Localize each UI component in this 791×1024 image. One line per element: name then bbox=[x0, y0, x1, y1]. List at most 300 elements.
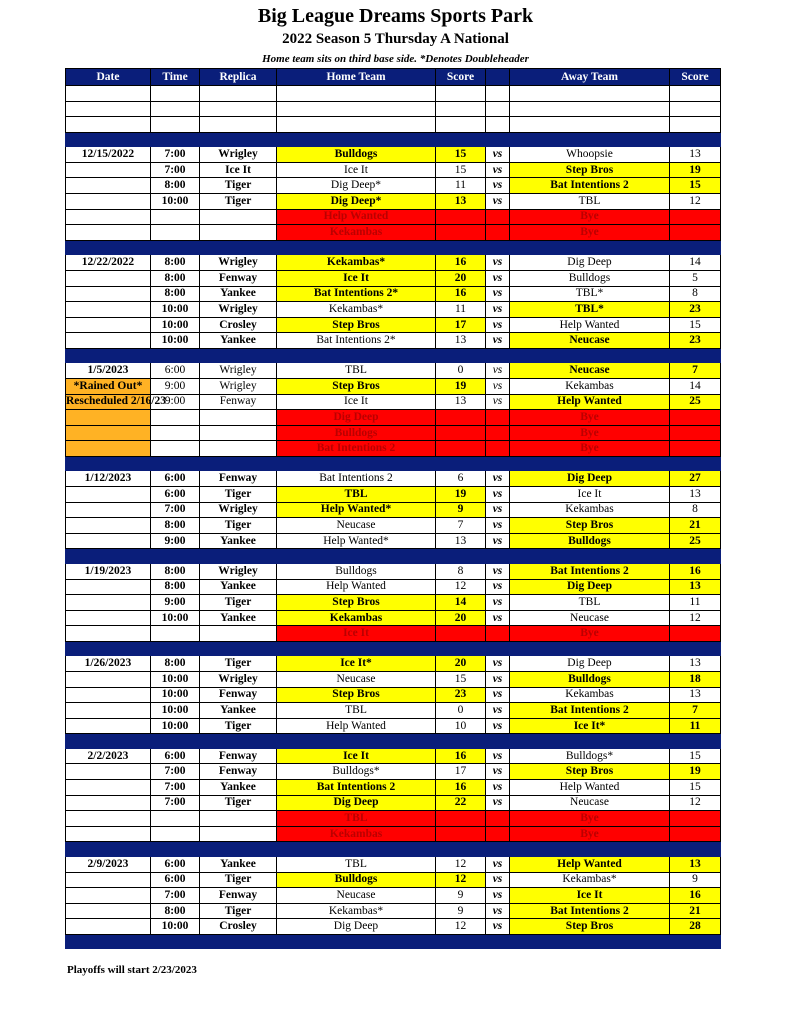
vs-cell bbox=[486, 811, 510, 827]
away-score-cell bbox=[670, 441, 721, 457]
separator-bar bbox=[66, 456, 721, 471]
home-score-cell: 11 bbox=[436, 302, 486, 318]
bye-label-cell: Bye bbox=[510, 826, 670, 842]
home-team-cell: Help Wanted* bbox=[277, 533, 436, 549]
away-score-cell bbox=[670, 209, 721, 225]
away-score-cell: 19 bbox=[670, 764, 721, 780]
home-team-cell: TBL bbox=[277, 363, 436, 379]
vs-cell bbox=[486, 225, 510, 241]
away-score-cell: 14 bbox=[670, 255, 721, 271]
replica-cell: Tiger bbox=[200, 795, 277, 811]
away-team-cell: Dig Deep bbox=[510, 471, 670, 487]
game-row bbox=[66, 672, 721, 688]
home-score-cell: 0 bbox=[436, 363, 486, 379]
home-team-cell: Step Bros bbox=[277, 687, 436, 703]
time-cell: 8:00 bbox=[151, 286, 200, 302]
home-score-cell: 6 bbox=[436, 471, 486, 487]
blank-cell bbox=[510, 117, 670, 133]
away-score-cell: 13 bbox=[670, 579, 721, 595]
replica-cell: Ice It bbox=[200, 162, 277, 178]
vs-cell: vs bbox=[486, 718, 510, 734]
away-team-cell: Step Bros bbox=[510, 764, 670, 780]
vs-cell: vs bbox=[486, 672, 510, 688]
away-team-cell: Step Bros bbox=[510, 919, 670, 935]
home-team-cell: Ice It bbox=[277, 270, 436, 286]
replica-cell: Fenway bbox=[200, 394, 277, 410]
date-cell: Rescheduled 2/16/23 bbox=[66, 394, 151, 410]
date-cell bbox=[66, 441, 151, 457]
away-team-cell: TBL bbox=[510, 595, 670, 611]
home-score-cell: 12 bbox=[436, 872, 486, 888]
away-team-cell: Dig Deep bbox=[510, 656, 670, 672]
away-score-cell: 13 bbox=[670, 856, 721, 872]
away-team-cell: Bulldogs bbox=[510, 270, 670, 286]
away-team-cell: Step Bros bbox=[510, 162, 670, 178]
away-team-cell: Bulldogs bbox=[510, 533, 670, 549]
replica-cell bbox=[200, 441, 277, 457]
blank-cell bbox=[486, 86, 510, 102]
date-cell bbox=[66, 595, 151, 611]
away-team-cell: Ice It* bbox=[510, 718, 670, 734]
time-cell bbox=[151, 209, 200, 225]
bye-label-cell: Bye bbox=[510, 441, 670, 457]
page-subtitle: 2022 Season 5 Thursday A National bbox=[282, 31, 509, 47]
vs-cell: vs bbox=[486, 888, 510, 904]
time-cell bbox=[151, 425, 200, 441]
time-cell: 6:00 bbox=[151, 872, 200, 888]
away-team-cell: TBL* bbox=[510, 302, 670, 318]
replica-cell: Crosley bbox=[200, 317, 277, 333]
game-row bbox=[66, 518, 721, 534]
replica-cell: Tiger bbox=[200, 518, 277, 534]
home-score-cell bbox=[436, 225, 486, 241]
replica-cell bbox=[200, 425, 277, 441]
time-cell: 10:00 bbox=[151, 687, 200, 703]
bye-label-cell: Bye bbox=[510, 626, 670, 642]
vs-cell: vs bbox=[486, 487, 510, 503]
time-cell bbox=[151, 826, 200, 842]
date-cell: 1/5/2023 bbox=[66, 363, 151, 379]
bye-team-cell: Bat Intentions 2 bbox=[277, 441, 436, 457]
home-score-cell bbox=[436, 826, 486, 842]
replica-cell: Tiger bbox=[200, 595, 277, 611]
replica-cell: Tiger bbox=[200, 178, 277, 194]
time-cell: 8:00 bbox=[151, 563, 200, 579]
vs-cell: vs bbox=[486, 780, 510, 796]
game-row bbox=[66, 162, 721, 178]
away-team-cell: Dig Deep bbox=[510, 579, 670, 595]
vs-cell: vs bbox=[486, 379, 510, 395]
bye-label-cell: Bye bbox=[510, 225, 670, 241]
home-score-cell: 17 bbox=[436, 764, 486, 780]
replica-cell: Wrigley bbox=[200, 363, 277, 379]
separator-bar bbox=[66, 842, 721, 857]
away-team-cell: Kekambas bbox=[510, 502, 670, 518]
game-row bbox=[66, 502, 721, 518]
date-cell bbox=[66, 780, 151, 796]
home-score-cell bbox=[436, 441, 486, 457]
game-row bbox=[66, 194, 721, 210]
game-row bbox=[66, 394, 721, 410]
date-cell: *Rained Out* bbox=[66, 379, 151, 395]
vs-cell bbox=[486, 626, 510, 642]
away-score-cell: 13 bbox=[670, 656, 721, 672]
bye-row bbox=[66, 425, 721, 441]
game-row bbox=[66, 595, 721, 611]
separator-bar bbox=[66, 934, 721, 949]
time-cell: 6:00 bbox=[151, 748, 200, 764]
bye-row bbox=[66, 209, 721, 225]
week-separator bbox=[66, 734, 721, 749]
bye-team-cell: Help Wanted bbox=[277, 209, 436, 225]
home-score-cell: 10 bbox=[436, 718, 486, 734]
away-team-cell: TBL* bbox=[510, 286, 670, 302]
vs-cell bbox=[486, 209, 510, 225]
date-cell bbox=[66, 162, 151, 178]
game-row bbox=[66, 903, 721, 919]
date-cell bbox=[66, 518, 151, 534]
week-separator bbox=[66, 934, 721, 949]
week-separator bbox=[66, 641, 721, 656]
time-cell: 10:00 bbox=[151, 919, 200, 935]
schedule-body bbox=[66, 86, 721, 949]
replica-cell: Crosley bbox=[200, 919, 277, 935]
bye-row bbox=[66, 626, 721, 642]
replica-cell: Wrigley bbox=[200, 379, 277, 395]
vs-cell: vs bbox=[486, 302, 510, 318]
date-cell bbox=[66, 764, 151, 780]
blank-cell bbox=[670, 101, 721, 117]
time-cell: 10:00 bbox=[151, 718, 200, 734]
home-team-cell: Step Bros bbox=[277, 317, 436, 333]
game-row bbox=[66, 333, 721, 349]
date-cell: 1/12/2023 bbox=[66, 471, 151, 487]
home-score-cell: 12 bbox=[436, 919, 486, 935]
home-score-cell bbox=[436, 811, 486, 827]
vs-cell: vs bbox=[486, 394, 510, 410]
bye-team-cell: Dig Deep bbox=[277, 410, 436, 426]
time-cell: 10:00 bbox=[151, 610, 200, 626]
away-score-cell: 8 bbox=[670, 502, 721, 518]
date-cell bbox=[66, 579, 151, 595]
time-cell: 10:00 bbox=[151, 194, 200, 210]
away-score-cell: 25 bbox=[670, 533, 721, 549]
home-team-cell: Bulldogs bbox=[277, 563, 436, 579]
blank-row bbox=[66, 117, 721, 133]
date-cell bbox=[66, 333, 151, 349]
col-away-team: Away Team bbox=[510, 69, 670, 86]
vs-cell: vs bbox=[486, 687, 510, 703]
home-team-cell: Bulldogs* bbox=[277, 764, 436, 780]
date-cell bbox=[66, 502, 151, 518]
away-score-cell: 12 bbox=[670, 194, 721, 210]
date-cell bbox=[66, 194, 151, 210]
home-team-cell: Kekambas bbox=[277, 610, 436, 626]
game-row bbox=[66, 610, 721, 626]
time-cell: 7:00 bbox=[151, 764, 200, 780]
week-separator bbox=[66, 132, 721, 147]
home-team-cell: TBL bbox=[277, 703, 436, 719]
replica-cell: Tiger bbox=[200, 487, 277, 503]
bye-row bbox=[66, 225, 721, 241]
blank-cell bbox=[66, 117, 151, 133]
away-score-cell: 11 bbox=[670, 718, 721, 734]
col-time: Time bbox=[151, 69, 200, 86]
home-score-cell: 13 bbox=[436, 194, 486, 210]
blank-cell bbox=[151, 101, 200, 117]
away-score-cell: 14 bbox=[670, 379, 721, 395]
time-cell: 9:00 bbox=[151, 533, 200, 549]
date-cell bbox=[66, 626, 151, 642]
time-cell bbox=[151, 225, 200, 241]
away-score-cell: 21 bbox=[670, 518, 721, 534]
away-score-cell: 21 bbox=[670, 903, 721, 919]
blank-cell bbox=[200, 117, 277, 133]
date-cell bbox=[66, 919, 151, 935]
away-team-cell: TBL bbox=[510, 194, 670, 210]
date-cell bbox=[66, 903, 151, 919]
game-row bbox=[66, 748, 721, 764]
blank-cell bbox=[200, 86, 277, 102]
game-row bbox=[66, 780, 721, 796]
away-team-cell: Step Bros bbox=[510, 518, 670, 534]
replica-cell: Fenway bbox=[200, 764, 277, 780]
away-score-cell: 18 bbox=[670, 672, 721, 688]
away-score-cell: 11 bbox=[670, 595, 721, 611]
date-cell bbox=[66, 286, 151, 302]
vs-cell: vs bbox=[486, 795, 510, 811]
home-score-cell: 22 bbox=[436, 795, 486, 811]
away-team-cell: Kekambas bbox=[510, 687, 670, 703]
home-score-cell bbox=[436, 425, 486, 441]
home-score-cell: 20 bbox=[436, 270, 486, 286]
col-replica: Replica bbox=[200, 69, 277, 86]
time-cell: 9:00 bbox=[151, 595, 200, 611]
away-score-cell: 19 bbox=[670, 162, 721, 178]
replica-cell: Tiger bbox=[200, 194, 277, 210]
date-cell bbox=[66, 703, 151, 719]
date-cell: 1/26/2023 bbox=[66, 656, 151, 672]
away-score-cell bbox=[670, 811, 721, 827]
col-home-team: Home Team bbox=[277, 69, 436, 86]
home-team-cell: Kekambas* bbox=[277, 903, 436, 919]
away-score-cell bbox=[670, 626, 721, 642]
away-score-cell: 7 bbox=[670, 703, 721, 719]
date-cell bbox=[66, 317, 151, 333]
vs-cell: vs bbox=[486, 194, 510, 210]
replica-cell: Fenway bbox=[200, 687, 277, 703]
time-cell: 6:00 bbox=[151, 471, 200, 487]
time-cell: 10:00 bbox=[151, 302, 200, 318]
bye-team-cell: Bulldogs bbox=[277, 425, 436, 441]
away-score-cell: 7 bbox=[670, 363, 721, 379]
time-cell: 7:00 bbox=[151, 780, 200, 796]
time-cell: 6:00 bbox=[151, 363, 200, 379]
time-cell: 8:00 bbox=[151, 656, 200, 672]
home-team-cell: Neucase bbox=[277, 518, 436, 534]
home-score-cell bbox=[436, 626, 486, 642]
home-score-cell: 13 bbox=[436, 394, 486, 410]
away-team-cell: Ice It bbox=[510, 487, 670, 503]
away-score-cell: 15 bbox=[670, 178, 721, 194]
bye-label-cell: Bye bbox=[510, 209, 670, 225]
blank-cell bbox=[277, 101, 436, 117]
bye-team-cell: Kekambas bbox=[277, 826, 436, 842]
blank-cell bbox=[66, 101, 151, 117]
away-team-cell: Help Wanted bbox=[510, 856, 670, 872]
home-team-cell: Kekambas* bbox=[277, 302, 436, 318]
date-cell bbox=[66, 610, 151, 626]
home-team-cell: Dig Deep* bbox=[277, 178, 436, 194]
home-score-cell: 16 bbox=[436, 780, 486, 796]
home-team-cell: Dig Deep bbox=[277, 919, 436, 935]
replica-cell: Fenway bbox=[200, 270, 277, 286]
vs-cell: vs bbox=[486, 518, 510, 534]
blank-cell bbox=[670, 117, 721, 133]
date-cell bbox=[66, 302, 151, 318]
replica-cell bbox=[200, 811, 277, 827]
game-row bbox=[66, 856, 721, 872]
bye-team-cell: TBL bbox=[277, 811, 436, 827]
game-row bbox=[66, 563, 721, 579]
away-score-cell: 16 bbox=[670, 563, 721, 579]
replica-cell bbox=[200, 826, 277, 842]
schedule-note: Home team sits on third base side. *Denotes Doubleheader bbox=[262, 53, 529, 65]
vs-cell: vs bbox=[486, 255, 510, 271]
home-score-cell: 9 bbox=[436, 903, 486, 919]
replica-cell: Yankee bbox=[200, 533, 277, 549]
game-row bbox=[66, 872, 721, 888]
game-row bbox=[66, 718, 721, 734]
home-team-cell: TBL bbox=[277, 487, 436, 503]
vs-cell bbox=[486, 425, 510, 441]
game-row bbox=[66, 178, 721, 194]
date-cell bbox=[66, 270, 151, 286]
vs-cell: vs bbox=[486, 363, 510, 379]
home-score-cell: 13 bbox=[436, 333, 486, 349]
vs-cell: vs bbox=[486, 872, 510, 888]
home-score-cell: 12 bbox=[436, 856, 486, 872]
blank-row bbox=[66, 86, 721, 102]
vs-cell: vs bbox=[486, 162, 510, 178]
vs-cell: vs bbox=[486, 595, 510, 611]
separator-bar bbox=[66, 348, 721, 363]
time-cell: 8:00 bbox=[151, 903, 200, 919]
separator-bar bbox=[66, 132, 721, 147]
home-team-cell: Help Wanted bbox=[277, 579, 436, 595]
home-team-cell: Dig Deep bbox=[277, 795, 436, 811]
date-cell bbox=[66, 209, 151, 225]
date-cell bbox=[66, 687, 151, 703]
col-date: Date bbox=[66, 69, 151, 86]
away-score-cell: 27 bbox=[670, 471, 721, 487]
date-cell bbox=[66, 718, 151, 734]
home-score-cell: 13 bbox=[436, 533, 486, 549]
vs-cell: vs bbox=[486, 533, 510, 549]
time-cell: 10:00 bbox=[151, 703, 200, 719]
home-score-cell: 16 bbox=[436, 286, 486, 302]
replica-cell: Wrigley bbox=[200, 255, 277, 271]
week-separator bbox=[66, 240, 721, 255]
time-cell: 8:00 bbox=[151, 178, 200, 194]
home-score-cell: 20 bbox=[436, 610, 486, 626]
home-team-cell: Ice It bbox=[277, 162, 436, 178]
away-score-cell bbox=[670, 826, 721, 842]
date-cell bbox=[66, 795, 151, 811]
replica-cell: Tiger bbox=[200, 718, 277, 734]
game-row bbox=[66, 286, 721, 302]
game-row bbox=[66, 795, 721, 811]
blank-cell bbox=[151, 117, 200, 133]
away-team-cell: Bat Intentions 2 bbox=[510, 903, 670, 919]
game-row bbox=[66, 487, 721, 503]
home-score-cell: 15 bbox=[436, 147, 486, 163]
vs-cell: vs bbox=[486, 502, 510, 518]
bye-row bbox=[66, 410, 721, 426]
replica-cell bbox=[200, 410, 277, 426]
away-team-cell: Neucase bbox=[510, 363, 670, 379]
time-cell: 10:00 bbox=[151, 317, 200, 333]
home-team-cell: Bulldogs bbox=[277, 147, 436, 163]
bye-row bbox=[66, 441, 721, 457]
vs-cell bbox=[486, 410, 510, 426]
home-score-cell: 12 bbox=[436, 579, 486, 595]
replica-cell: Tiger bbox=[200, 903, 277, 919]
away-score-cell: 15 bbox=[670, 317, 721, 333]
date-cell bbox=[66, 672, 151, 688]
vs-cell: vs bbox=[486, 579, 510, 595]
away-team-cell: Bat Intentions 2 bbox=[510, 178, 670, 194]
vs-cell: vs bbox=[486, 270, 510, 286]
home-team-cell: Dig Deep* bbox=[277, 194, 436, 210]
replica-cell: Yankee bbox=[200, 780, 277, 796]
separator-bar bbox=[66, 240, 721, 255]
away-team-cell: Dig Deep bbox=[510, 255, 670, 271]
bye-team-cell: Kekambas bbox=[277, 225, 436, 241]
bye-team-cell: Ice It bbox=[277, 626, 436, 642]
date-cell bbox=[66, 888, 151, 904]
schedule-table bbox=[65, 68, 721, 949]
separator-bar bbox=[66, 734, 721, 749]
away-team-cell: Bulldogs bbox=[510, 672, 670, 688]
game-row bbox=[66, 656, 721, 672]
replica-cell: Fenway bbox=[200, 748, 277, 764]
col-away-score: Score bbox=[670, 69, 721, 86]
blank-row bbox=[66, 101, 721, 117]
replica-cell: Wrigley bbox=[200, 563, 277, 579]
blank-cell bbox=[486, 117, 510, 133]
week-separator bbox=[66, 348, 721, 363]
vs-cell: vs bbox=[486, 748, 510, 764]
vs-cell: vs bbox=[486, 919, 510, 935]
time-cell: 8:00 bbox=[151, 518, 200, 534]
replica-cell: Tiger bbox=[200, 656, 277, 672]
date-cell bbox=[66, 872, 151, 888]
date-cell bbox=[66, 225, 151, 241]
home-team-cell: Ice It bbox=[277, 394, 436, 410]
blank-cell bbox=[436, 86, 486, 102]
date-cell bbox=[66, 487, 151, 503]
bye-label-cell: Bye bbox=[510, 425, 670, 441]
home-team-cell: Step Bros bbox=[277, 595, 436, 611]
vs-cell: vs bbox=[486, 147, 510, 163]
page-title: Big League Dreams Sports Park bbox=[257, 5, 534, 27]
vs-cell bbox=[486, 826, 510, 842]
home-score-cell bbox=[436, 209, 486, 225]
away-score-cell: 12 bbox=[670, 795, 721, 811]
playoffs-note: Playoffs will start 2/23/2023 bbox=[67, 964, 197, 976]
time-cell: 6:00 bbox=[151, 856, 200, 872]
